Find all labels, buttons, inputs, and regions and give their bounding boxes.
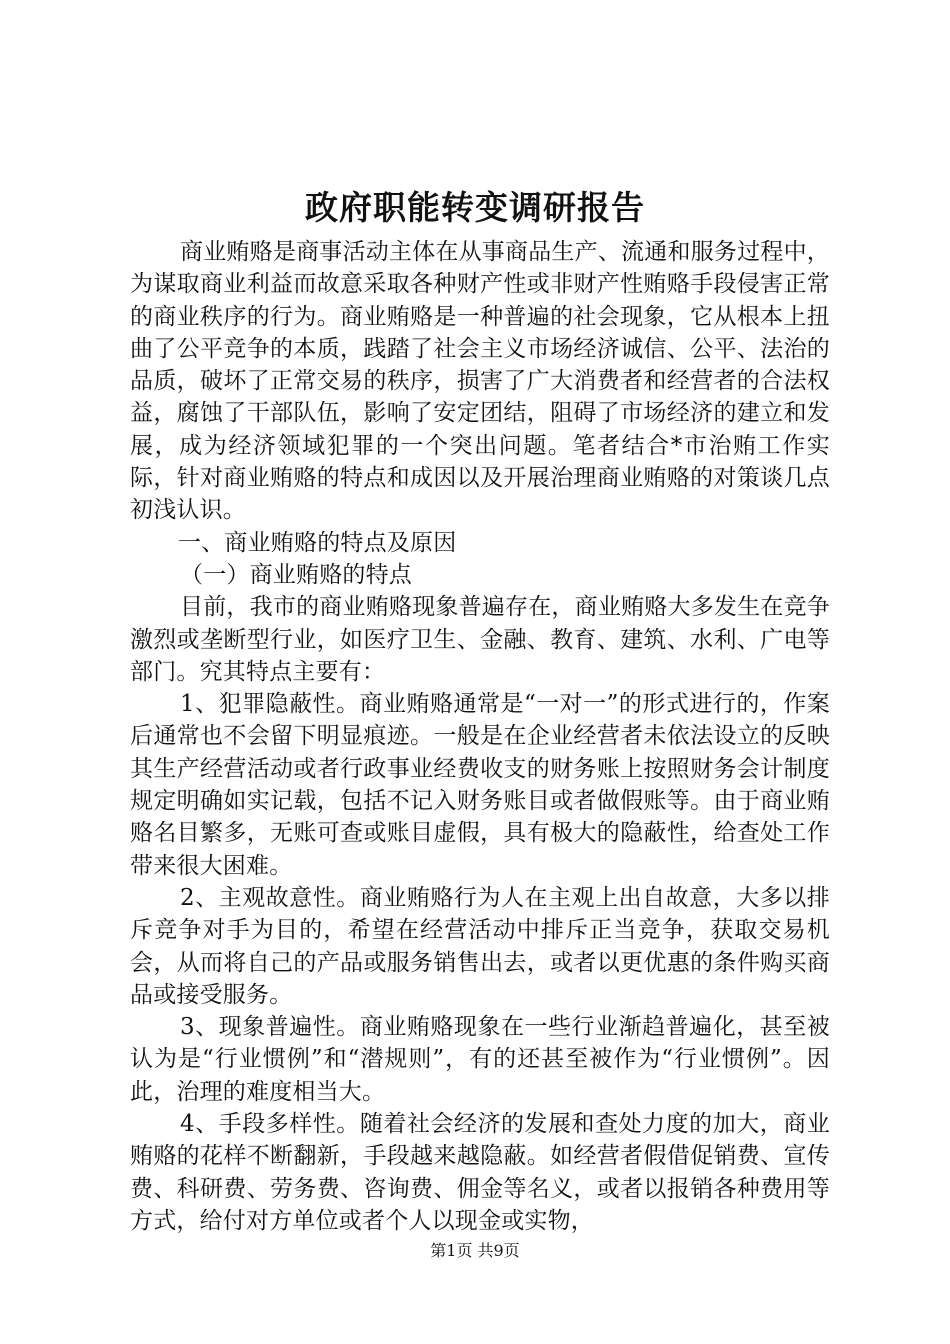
section-heading: 一、商业贿赂的特点及原因 — [178, 529, 457, 556]
document-title: 政府职能转变调研报告 — [305, 188, 645, 227]
point-4-paragraph: 4、手段多样性。随着社会经济的发展和查处力度的加大，商业贿赂的花样不断翻新，手段越来越隐蔽。如经营者假借促销费、宣传费、科研费、劳务费、咨询费、佣金等名义，或者以报销各种费用等方式，给付对方单位或者个人以现金或实物， — [130, 1111, 830, 1234]
intro-paragraph: 商业贿赂是商事活动主体在从事商品生产、流通和服务过程中，为谋取商业利益而故意采取各种财产性或非财产性贿赂手段侵害正常的商业秩序的行为。商业贿赂是一种普遍的社会现象，它从根本上扭曲了公平竞争的本质，践踏了社会主义市场经济诚信、公平、法治的品质，破坏了正常交易的秩序，损害了广大消费者和经营者的合法权益，腐蚀了干部队伍，影响了安定团结，阻碍了市场经济的建立和发展，成为经济领域犯罪的一个突出问题。笔者结合*市治贿工作实际，针对商业贿赂的特点和成因以及开展治理商业贿赂的对策谈几点初浅认识。 — [130, 239, 830, 524]
point-1-paragraph: 1、犯罪隐蔽性。商业贿赂通常是“一对一”的形式进行的，作案后通常也不会留下明显痕迹。一般是在企业经营者未依法设立的反映其生产经营活动或者行政事业经费收支的财务账上按照财务会计制度规定明确如实记载，包括不记入财务账目或者做假账等。由于商业贿赂名目繁多，无账可查或账目虚假，具有极大的隐蔽性，给查处工作带来很大困难。 — [130, 691, 830, 879]
page-footer: 第1页 共9页 — [430, 1241, 520, 1260]
subsection-heading: （一）商业贿赂的特点 — [180, 561, 412, 588]
document-body — [130, 236, 830, 1237]
characteristics-paragraph: 目前，我市的商业贿赂现象普遍存在，商业贿赂大多发生在竞争激烈或垄断型行业，如医疗卫生、金融、教育、建筑、水利、广电等部门。究其特点主要有： — [130, 594, 830, 685]
point-2-paragraph: 2、主观故意性。商业贿赂行为人在主观上出自故意，大多以排斥竞争对手为目的，希望在经营活动中排斥正当竞争，获取交易机会，从而将自己的产品或服务销售出去，或者以更优惠的条件购买商品或接受服务。 — [130, 884, 830, 1008]
point-3-paragraph: 3、现象普遍性。商业贿赂现象在一些行业渐趋普遍化，甚至被认为是“行业惯例”和“潜规则”，有的还甚至被作为“行业惯例”。因此，治理的难度相当大。 — [130, 1014, 830, 1105]
